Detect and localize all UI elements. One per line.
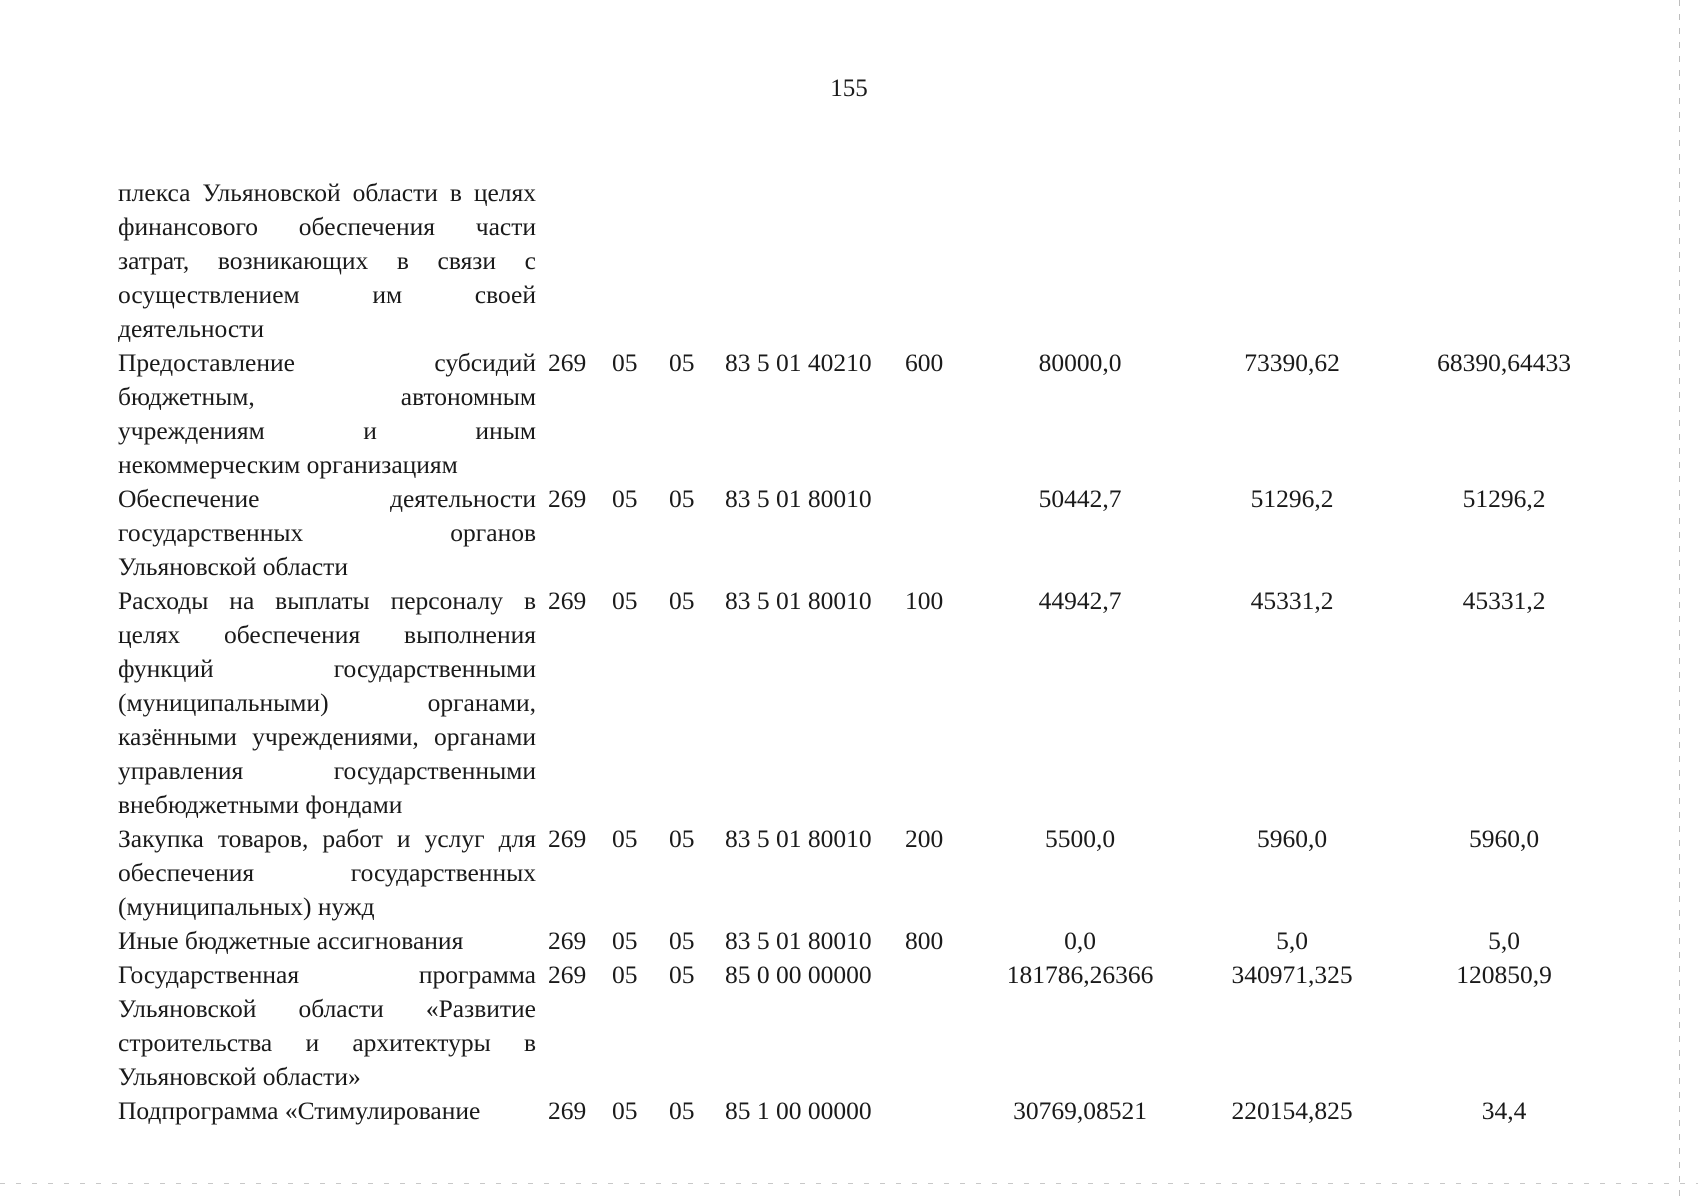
row-amount-2: 220154,825 xyxy=(1231,1096,1353,1125)
row-subsection xyxy=(669,176,725,346)
row-name: плекса Ульяновской области в целях финансового обеспечения части затрат, возникающих в связи с осуществлением им своей деятельности xyxy=(118,178,536,343)
row-name: Государственная программа Ульяновской области «Развитие строительства и архитектуры в Ульяновской области» xyxy=(118,960,536,1091)
page-number: 155 xyxy=(830,75,868,102)
row-amount-2: 340971,325 xyxy=(1231,960,1353,989)
row-amount-1: 50442,7 xyxy=(1038,484,1122,513)
row-amount-2: 5,0 xyxy=(1276,926,1308,955)
row-code xyxy=(536,176,612,346)
row-name: Закупка товаров, работ и услуг для обеспечения государственных (муниципальных) нужд xyxy=(118,824,536,921)
row-amount-2: 51296,2 xyxy=(1250,484,1334,513)
row-amount-3: 68390,64433 xyxy=(1437,348,1571,377)
table-row xyxy=(118,482,1609,584)
row-section: 05 xyxy=(612,348,638,377)
row-target-article: 83 5 01 80010 xyxy=(725,926,872,955)
row-subsection: 05 xyxy=(669,348,695,377)
row-expense-type: 100 xyxy=(905,586,944,615)
row-subsection: 05 xyxy=(669,1096,695,1125)
row-amount-1 xyxy=(975,176,1185,346)
budget-table xyxy=(118,176,1609,1128)
row-section: 05 xyxy=(612,824,638,853)
row-code: 269 xyxy=(548,926,587,955)
row-name: Подпрограмма «Стимулирование xyxy=(118,1096,481,1125)
row-section xyxy=(612,176,669,346)
row-subsection: 05 xyxy=(669,484,695,513)
row-target-article: 85 1 00 00000 xyxy=(725,1096,872,1125)
row-subsection: 05 xyxy=(669,926,695,955)
table-row xyxy=(118,924,1609,958)
row-expense-type: 200 xyxy=(905,824,944,853)
row-section: 05 xyxy=(612,484,638,513)
row-amount-2: 45331,2 xyxy=(1250,586,1334,615)
table-row xyxy=(118,584,1609,822)
row-expense-type: 600 xyxy=(905,348,944,377)
row-amount-2: 5960,0 xyxy=(1256,824,1328,853)
row-code: 269 xyxy=(548,960,587,989)
table-row xyxy=(118,176,1609,346)
table-row xyxy=(118,958,1609,1094)
row-target-article xyxy=(725,176,905,346)
row-amount-3: 5960,0 xyxy=(1468,824,1540,853)
row-name: Предоставление субсидий бюджетным, автономным учреждениям и иным некоммерческим организациям xyxy=(118,348,536,479)
row-amount-2: 73390,62 xyxy=(1244,348,1340,377)
row-section: 05 xyxy=(612,960,638,989)
row-amount-3: 5,0 xyxy=(1488,926,1520,955)
row-code: 269 xyxy=(548,1096,587,1125)
row-name: Обеспечение деятельности государственных органов Ульяновской области xyxy=(118,484,536,581)
row-subsection: 05 xyxy=(669,586,695,615)
row-expense-type xyxy=(905,1094,975,1128)
scan-edge-line xyxy=(1679,0,1680,1200)
row-code: 269 xyxy=(548,348,587,377)
table-row xyxy=(118,1094,1609,1128)
row-amount-1: 0,0 xyxy=(1064,926,1096,955)
row-subsection: 05 xyxy=(669,960,695,989)
row-target-article: 83 5 01 80010 xyxy=(725,824,872,853)
row-target-article: 85 0 00 00000 xyxy=(725,960,872,989)
row-amount-3: 120850,9 xyxy=(1456,960,1552,989)
row-expense-type: 800 xyxy=(905,926,944,955)
row-section: 05 xyxy=(612,586,638,615)
row-amount-1: 44942,7 xyxy=(1038,586,1122,615)
row-expense-type xyxy=(905,176,975,346)
row-amount-3: 34,4 xyxy=(1481,1096,1527,1125)
row-amount-1: 80000,0 xyxy=(1038,348,1122,377)
row-expense-type xyxy=(905,482,975,584)
row-section: 05 xyxy=(612,926,638,955)
row-code: 269 xyxy=(548,484,587,513)
row-expense-type xyxy=(905,958,975,1094)
row-amount-2 xyxy=(1185,176,1399,346)
table-row xyxy=(118,822,1609,924)
row-target-article: 83 5 01 80010 xyxy=(725,586,872,615)
row-target-article: 83 5 01 80010 xyxy=(725,484,872,513)
row-amount-3 xyxy=(1399,176,1609,346)
table-row xyxy=(118,346,1609,482)
row-amount-3: 51296,2 xyxy=(1462,484,1546,513)
row-target-article: 83 5 01 40210 xyxy=(725,348,872,377)
scan-bottom-line xyxy=(0,1183,1698,1184)
row-subsection: 05 xyxy=(669,824,695,853)
row-name: Расходы на выплаты персоналу в целях обеспечения выполнения функций государственными (муниципальными) органами, казёнными учреждениями, органами управления государственными внебюджетными фондами xyxy=(118,586,536,819)
row-name: Иные бюджетные ассигнования xyxy=(118,926,464,955)
row-code: 269 xyxy=(548,586,587,615)
row-section: 05 xyxy=(612,1096,638,1125)
row-amount-1: 181786,26366 xyxy=(1006,960,1154,989)
row-amount-1: 30769,08521 xyxy=(1013,1096,1147,1125)
row-amount-3: 45331,2 xyxy=(1462,586,1546,615)
row-code: 269 xyxy=(548,824,587,853)
row-amount-1: 5500,0 xyxy=(1044,824,1116,853)
